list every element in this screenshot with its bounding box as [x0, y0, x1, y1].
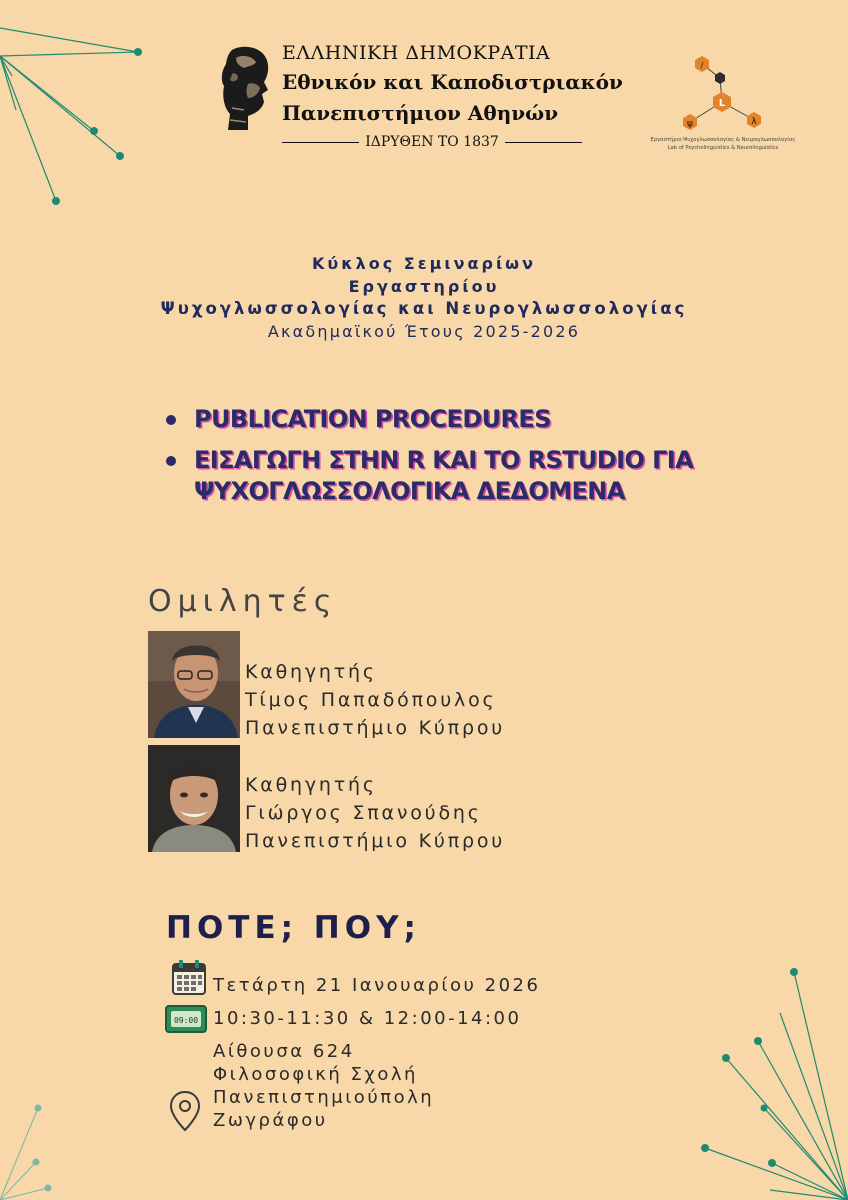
republic-label: ΕΛΛΗΝΙΚΗ ΔΗΜΟΚΡΑΤΙΑ	[282, 42, 551, 64]
venue-line: Φιλοσοφική Σχολή	[213, 1064, 418, 1085]
lab-caption-english: Lab of Psycholinguistics & Neurolinguistics	[667, 145, 779, 151]
speaker-title: Καθηγητής	[245, 774, 377, 796]
venue-line: Ζωγράφου	[213, 1110, 328, 1131]
lab-logo-letter-4: λ	[751, 117, 757, 127]
event-date: Τετάρτη 21 Ιανουαρίου 2026	[213, 975, 541, 996]
university-name-line2: Πανεπιστήμιον Αθηνών	[282, 101, 559, 125]
digital-clock-icon	[165, 1004, 207, 1034]
lab-caption	[630, 136, 816, 152]
founded-text: ΙΔΡΥΘΕΝ ΤΟ 1837	[365, 134, 499, 150]
calendar-icon	[170, 958, 208, 996]
speakers-heading: Ομιλητές	[148, 584, 338, 619]
clock-display-text: 09:00	[173, 1016, 199, 1025]
event-time: 10:30-11:30 & 12:00-14:00	[213, 1008, 522, 1029]
location-pin-icon	[168, 1090, 202, 1132]
university-name-line1: Εθνικόν και Καποδιστριακόν	[282, 70, 623, 94]
speaker-affiliation: Πανεπιστήμιο Κύπρου	[245, 717, 506, 739]
event-venue	[213, 1040, 434, 1132]
topic-text: ΕΙΣΑΓΩΓΗ ΣΤΗΝ R ΚΑΙ ΤΟ RSTUDIO ΓΙΑ ΨΥΧΟΓΛΩΣΣΟΛΟΓΙΚΑ ΔΕΔΟΜΕΝΑ	[194, 446, 694, 505]
speaker-photo-1	[148, 631, 240, 738]
speaker-info-1	[245, 658, 505, 742]
founded-rule-right	[505, 142, 582, 143]
bullet-icon	[166, 415, 176, 425]
lab-caption-greek: Εργαστήριο Ψυχογλωσσολογίας & Νευρογλωσσολογίας	[650, 137, 796, 143]
speaker-affiliation: Πανεπιστήμιο Κύπρου	[245, 830, 506, 852]
founded-rule-left	[282, 142, 359, 143]
when-where-heading: ΠΟΤΕ; ΠΟΥ;	[166, 910, 421, 946]
speaker-name: Τίμος Παπαδόπουλος	[245, 689, 497, 711]
speaker-name: Γιώργος Σπανούδης	[245, 802, 482, 824]
psycholinguistics-lab-logo	[672, 52, 772, 134]
bullet-icon	[166, 456, 176, 466]
venue-line: Πανεπιστημιούπολη	[213, 1087, 435, 1108]
lab-logo-letter-3: ψ	[687, 119, 693, 129]
topic-item	[166, 404, 806, 435]
speaker-info-2	[245, 771, 505, 855]
topic-list	[166, 404, 806, 517]
lab-logo-letter-1: /	[700, 61, 704, 70]
lab-logo-letter-2: L	[718, 98, 726, 109]
venue-line: Αίθουσα 624	[213, 1041, 355, 1062]
series-title-line1: Κύκλος Σεμιναρίων	[312, 254, 536, 273]
speaker-photo-2	[148, 745, 240, 852]
speaker-title: Καθηγητής	[245, 661, 377, 683]
academic-year: Ακαδημαϊκού Έτους 2025-2026	[267, 322, 581, 341]
founded-label	[282, 134, 582, 150]
athena-crest-logo	[218, 44, 274, 136]
series-title-line3: Ψυχογλωσσολογίας και Νευρογλωσσολογίας	[160, 299, 688, 318]
topic-text: PUBLICATION PROCEDURES	[194, 405, 551, 433]
topic-item	[166, 445, 806, 507]
series-title-line2: Εργαστηρίου	[348, 277, 500, 296]
